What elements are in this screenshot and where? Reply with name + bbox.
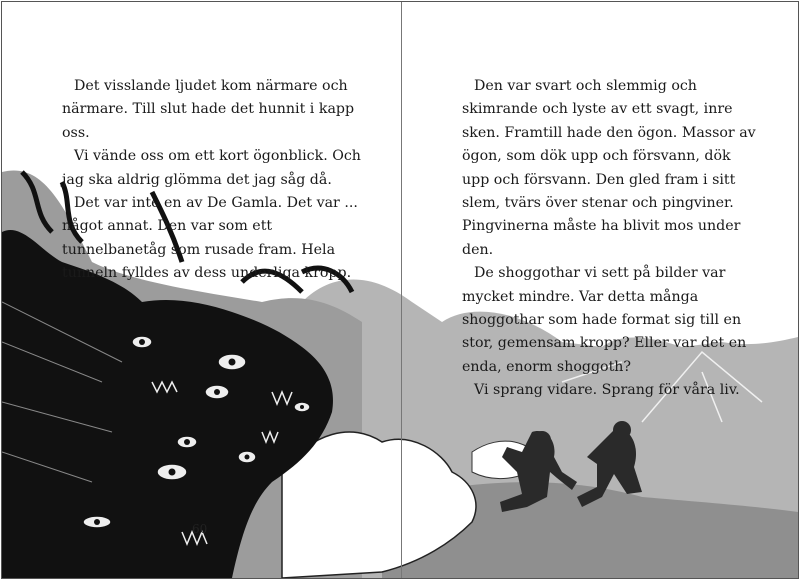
paragraph: Det var inte en av De Gamla. Det var ... något annat. Den var som ett tunnelbanetåg som rusade fram. Hela tunneln fylldes av dess underliga kropp. (62, 195, 358, 282)
book-gutter (401, 2, 402, 578)
paragraph: Den var svart och slemmig och skimrande och lyste av ett svagt, inre sken. Framtill hade den ögon. Massor av ögon, som dök upp och försvann, dök upp och försvann. Den gled fram i sitt slem, tvärs över stenar och pingviner. Pingvinerna måste ha blivit mos under den. (462, 78, 756, 258)
paragraph: Vi sprang vidare. Sprang för våra liv. (474, 382, 740, 399)
right-page-text (462, 75, 762, 403)
page-number: 60 (192, 522, 208, 536)
book-spread (1, 1, 799, 579)
left-page-text (62, 75, 362, 286)
paragraph: Det visslande ljudet kom närmare och närmare. Till slut hade det hunnit i kapp oss. (62, 78, 355, 141)
paragraph: Vi vände oss om ett kort ögonblick. Och jag ska aldrig glömma det jag såg då. (62, 148, 361, 188)
paragraph: De shoggothar vi sett på bilder var mycket mindre. Var detta många shoggothar som hade format sig till en stor, gemensam kropp? Eller var det en enda, enorm shoggoth? (462, 265, 747, 375)
